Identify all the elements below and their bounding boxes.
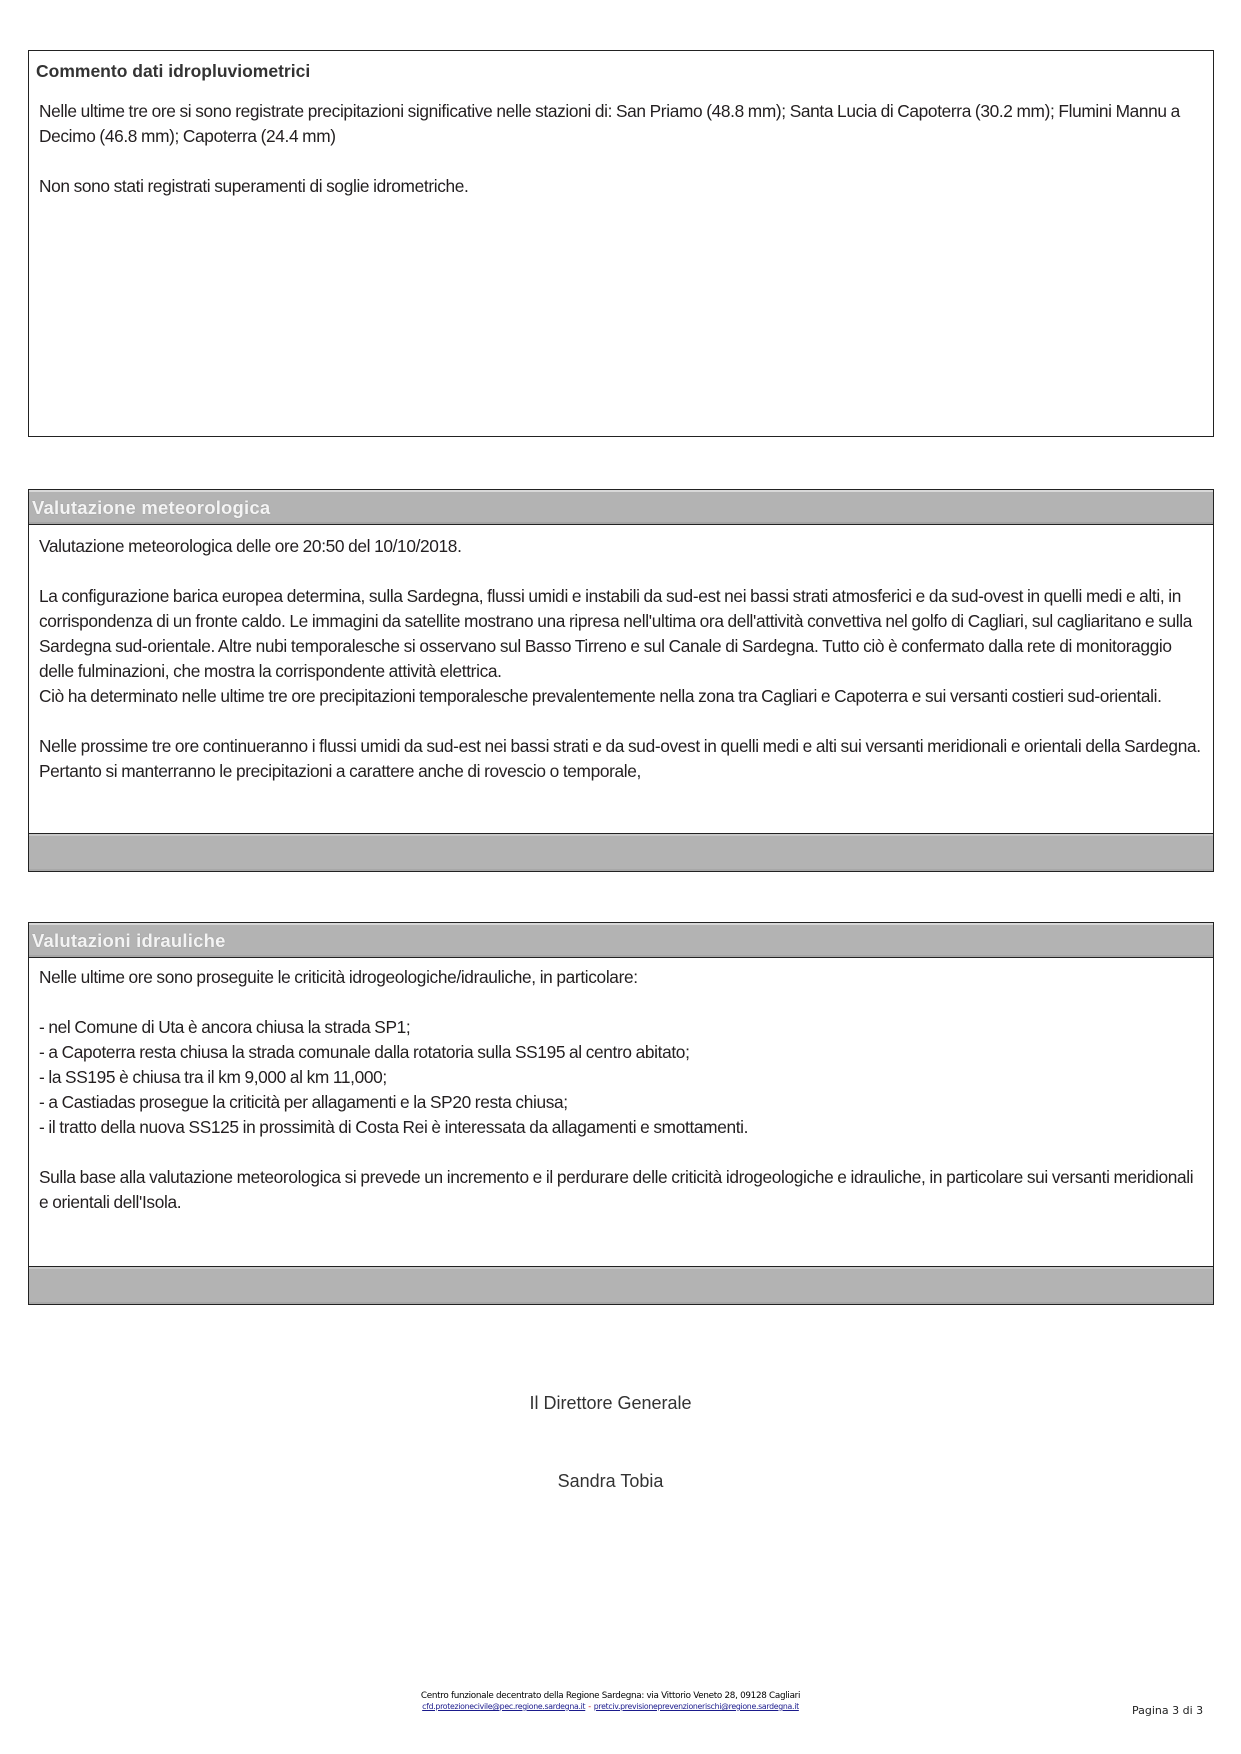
- hydraulic-list-item: - a Castiadas prosegue la criticità per allagamenti e la SP20 resta chiusa;: [39, 1092, 568, 1112]
- hydraulic-assessment-section: [28, 922, 1214, 1305]
- hydraulic-conclusion: Sulla base alla valutazione meteorologica si prevede un incremento e il perdurare delle criticità idrogeologiche e idrauliche, in particolare sui versanti meridionali e orientali dell'Isola.: [39, 1167, 1194, 1212]
- footer-links: [0, 1702, 1221, 1711]
- hydraulic-list-item: - nel Comune di Uta è ancora chiusa la strada SP1;: [39, 1017, 411, 1037]
- hydraulic-list-item: - il tratto della nuova SS125 in prossimità di Costa Rei è interessata da allagamenti e smottamenti.: [39, 1117, 749, 1137]
- meteo-assessment-header: [29, 490, 1213, 525]
- signature-role: Il Direttore Generale: [529, 1393, 692, 1413]
- hydraulic-list-item: - a Capoterra resta chiusa la strada comunale dalla rotatoria sulla SS195 al centro abitato;: [39, 1042, 690, 1062]
- footer-email-pec-link[interactable]: cfd.protezionecivile@pec.regione.sardegna.it: [422, 1702, 586, 1711]
- meteo-assessment-title: Valutazione meteorologica: [32, 497, 271, 518]
- hydro-comment-title: Commento dati idropluviometrici: [36, 61, 311, 81]
- hydraulic-assessment-footer-bar: [29, 1266, 1213, 1304]
- meteo-assessment-body[interactable]: [29, 525, 1213, 833]
- hydraulic-intro: Nelle ultime ore sono proseguite le criticità idrogeologiche/idrauliche, in particolare:: [39, 967, 638, 987]
- hydraulic-assessment-header: [29, 923, 1213, 958]
- footer-address: Centro funzionale decentrato della Regione Sardegna: via Vittorio Veneto 28, 09128 Cagliari: [420, 1691, 801, 1701]
- hydro-comment-body: [29, 85, 1213, 199]
- footer-separator: -: [588, 1702, 591, 1711]
- meteo-assessment-section: [28, 489, 1214, 872]
- footer-email-link[interactable]: pretciv.previsioneprevenzionerischi@regione.sardegna.it: [593, 1702, 799, 1711]
- hydro-comment-paragraph: Nelle ultime tre ore si sono registrate precipitazioni significative nelle stazioni di: San Priamo (48.8 mm); Santa Lucia di Capoterra (30.2 mm); Flumini Mannu a Decimo (46.8 mm); Capoterra (24.4 mm): [39, 101, 1180, 146]
- hydraulic-assessment-title: Valutazioni idrauliche: [32, 930, 226, 951]
- meteo-paragraph: Ciò ha determinato nelle ultime tre ore precipitazioni temporalesche prevalentemente nella zona tra Cagliari e Capoterra e sui versanti costieri sud-orientali.: [39, 686, 1162, 706]
- page-number: Pagina 3 di 3: [1132, 1704, 1204, 1717]
- meteo-intro: Valutazione meteorologica delle ore 20:50 del 10/10/2018.: [39, 536, 462, 556]
- meteo-paragraph: Nelle prossime tre ore continueranno i flussi umidi da sud-est nei bassi strati e da sud-ovest in quelli medi e alti sui versanti meridionali e orientali della Sardegna. Pertanto si manterranno le precipitazioni a carattere anche di rovescio o temporale,: [39, 736, 1201, 781]
- hydraulic-list-item: - la SS195 è chiusa tra il km 9,000 al km 11,000;: [39, 1067, 387, 1087]
- meteo-assessment-footer-bar: [29, 833, 1213, 871]
- signature-name: Sandra Tobia: [557, 1471, 664, 1491]
- hydro-comment-section: [28, 50, 1214, 437]
- hydro-comment-paragraph: Non sono stati registrati superamenti di soglie idrometriche.: [39, 176, 469, 196]
- meteo-paragraph: La configurazione barica europea determina, sulla Sardegna, flussi umidi e instabili da sud-est nei bassi strati atmosferici e da sud-ovest in quelli medi e alti, in corrispondenza di un fronte caldo. Le immagini da satellite mostrano una ripresa nell'ultima ora dell'attività convettiva nel golfo di Cagliari, sul cagliaritano e sulla Sardegna sud-orientale. Altre nubi temporalesche si osservano sul Basso Tirreno e sul Canale di Sardegna. Tutto ciò è confermato dalla rete di monitoraggio delle fulminazioni, che mostra la corrispondente attività elettrica.: [39, 586, 1193, 681]
- hydraulic-assessment-body[interactable]: [29, 958, 1213, 1266]
